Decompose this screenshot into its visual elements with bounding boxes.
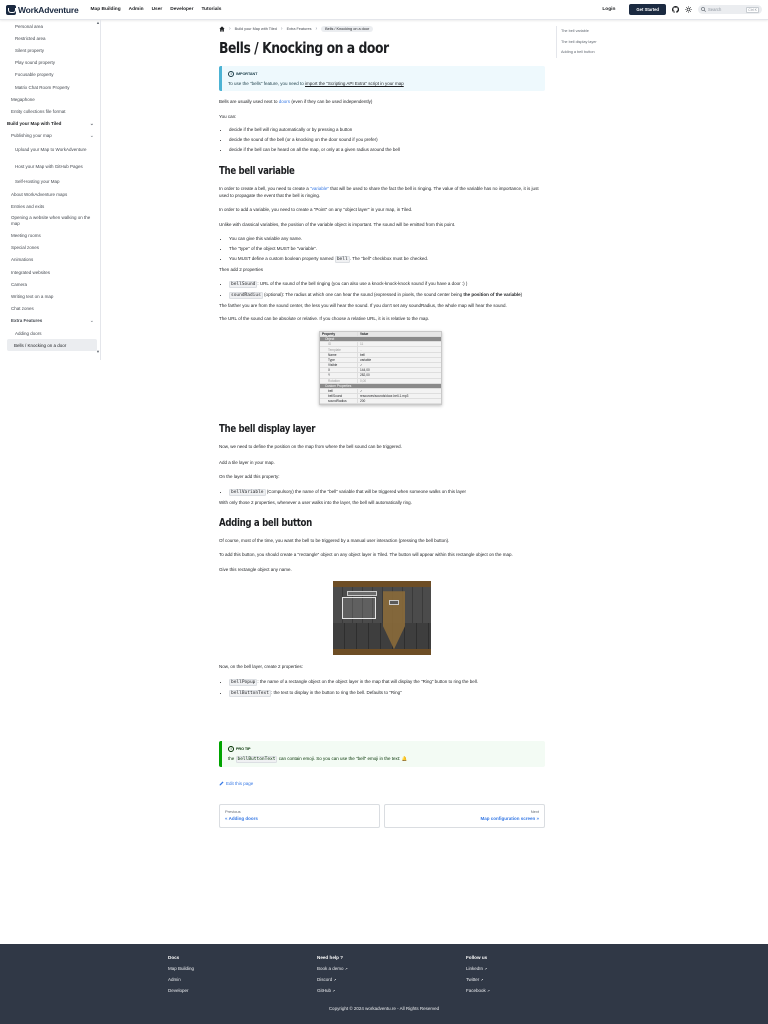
brand-name: WorkAdventure bbox=[18, 4, 79, 15]
list-item: • You MUST define a custom boolean property named bell . The "bell" checkbox must be checked. bbox=[229, 256, 545, 263]
admonition-heading bbox=[228, 746, 538, 752]
footer-link[interactable]: Developer bbox=[168, 987, 189, 993]
sidebar-item-label: Adding doors bbox=[15, 330, 42, 336]
footer-link[interactable]: Facebook ↗ bbox=[466, 987, 491, 993]
nav-link-user[interactable]: User bbox=[151, 7, 163, 12]
sidebar-item-label: Meeting rooms bbox=[11, 233, 41, 239]
pencil-icon bbox=[219, 781, 224, 786]
nav-link-admin[interactable]: Admin bbox=[128, 7, 144, 12]
breadcrumb-current: Bells / Knocking on a door bbox=[321, 26, 373, 32]
table-row: bellSound resources/sounds/door-bell-1.mp3 bbox=[320, 394, 441, 399]
sidebar-item[interactable] bbox=[0, 254, 100, 266]
paragraph: To add this button, you should create a "rectangle" object on any object layer in Tiled. The button will appear within this rectangle object on the map. bbox=[219, 552, 513, 558]
paragraph: Now, we need to define the position on the map from where the bell sound can be triggered. bbox=[219, 444, 402, 450]
intro-paragraph: Bells are usually used next to doors (even if they can be used independently) bbox=[219, 99, 373, 104]
inline-code: bell bbox=[336, 256, 348, 262]
paragraph: Give this rectangle object any name. bbox=[219, 566, 292, 572]
paragraph: The farther you are from the sound center, the less you will hear the sound. If you don't set any soundRadius, the whole map will hear the sound. bbox=[219, 302, 507, 308]
sidebar-item-label: Bells / Knocking on a door bbox=[14, 342, 67, 348]
heading-bell-display-layer: The bell display layer bbox=[219, 423, 316, 436]
breadcrumb-item[interactable]: Extra Features bbox=[286, 27, 312, 31]
sidebar-item-label: Focusable property bbox=[15, 72, 54, 78]
footer-link[interactable]: Twitter ↗ bbox=[466, 976, 484, 982]
properties-list bbox=[219, 281, 545, 299]
breadcrumb-item[interactable]: Build your Map with Tiled bbox=[234, 27, 277, 31]
table-row: Rotation 0,00 bbox=[320, 379, 441, 384]
search-placeholder: Search bbox=[708, 7, 722, 12]
breadcrumb bbox=[219, 24, 545, 34]
pagination-sublabel: Next bbox=[530, 808, 539, 814]
sidebar-item-label: Opening a website when walking on the map bbox=[11, 214, 91, 226]
search-box[interactable] bbox=[698, 5, 762, 14]
sidebar-scroll-down-icon[interactable]: ▼ bbox=[96, 349, 100, 354]
footer-column-title: Docs bbox=[168, 955, 180, 960]
sidebar-item-label: Silent property bbox=[15, 47, 45, 53]
sidebar-item-label: Entries and exits bbox=[11, 203, 45, 209]
footer-column-follow bbox=[466, 955, 490, 998]
admonition-body bbox=[228, 81, 538, 86]
nav-link-tutorials[interactable]: Tutorials bbox=[201, 7, 222, 12]
sidebar-item-label: About WorkAdventure maps bbox=[11, 191, 68, 197]
you-can-text: You can: bbox=[219, 113, 237, 119]
doors-link[interactable]: doors bbox=[278, 99, 291, 104]
display-layer-list bbox=[219, 489, 545, 496]
sidebar-item[interactable] bbox=[0, 142, 100, 159]
footer-link[interactable]: Admin bbox=[168, 976, 181, 982]
sidebar-item[interactable] bbox=[0, 32, 100, 44]
search-icon bbox=[701, 7, 706, 12]
login-link[interactable]: Login bbox=[602, 7, 616, 12]
edit-this-page-link[interactable] bbox=[219, 781, 545, 786]
sidebar-item[interactable] bbox=[0, 327, 100, 339]
chevron-down-icon[interactable]: ⌄ bbox=[89, 132, 94, 139]
footer bbox=[0, 944, 768, 1024]
footer-column-title: Follow us bbox=[466, 955, 488, 960]
sidebar-item[interactable] bbox=[0, 20, 100, 32]
breadcrumb-separator-icon: › bbox=[280, 26, 283, 32]
table-row: soundRadius 200 bbox=[320, 399, 441, 404]
chevron-down-icon[interactable]: ⌄ bbox=[89, 317, 94, 324]
paragraph: Unlike with classical variables, the position of the variable object is important. The sound will be emitted from this point. bbox=[219, 221, 456, 227]
sidebar-item[interactable] bbox=[0, 242, 100, 254]
table-of-contents bbox=[556, 26, 646, 58]
pagination-prev[interactable] bbox=[219, 804, 380, 828]
inline-code: bellVariable bbox=[231, 489, 264, 495]
admonition-label: PRO TIP bbox=[236, 746, 251, 751]
breadcrumb-separator-icon: › bbox=[315, 26, 318, 32]
sidebar-item[interactable] bbox=[7, 339, 97, 351]
table-header: Property Value bbox=[320, 332, 441, 337]
list-item: • bellSound : URL of the sound of the bell ringing (you can also use a knock-knock-knock sound if you have a door :) ) bbox=[229, 281, 545, 288]
pagination-label: Map configuration screen » bbox=[480, 815, 539, 821]
search-shortcut: Ctrl K bbox=[748, 7, 757, 12]
sidebar-item-label: Self-Hosting your Map bbox=[15, 179, 60, 185]
doc-pagination bbox=[219, 804, 545, 828]
sidebar-item[interactable] bbox=[0, 57, 100, 69]
table-row: Name bell bbox=[320, 353, 441, 358]
bell-button-props-list bbox=[219, 679, 545, 697]
sidebar-item-label: Special zones bbox=[11, 245, 40, 251]
paragraph: Of course, most of the time, you want the bell to be triggered by a manual user interaction (pressing the bell button). bbox=[219, 537, 450, 543]
sidebar-item-label: Upload your Map to WorkAdventure bbox=[15, 147, 87, 153]
paragraph: Add a tile layer in your map. bbox=[219, 459, 275, 465]
table-section: Custom Properties bbox=[320, 384, 441, 389]
sidebar-item[interactable] bbox=[0, 69, 100, 81]
bell-button-map-screenshot bbox=[333, 581, 431, 655]
external-link-icon: ↗ bbox=[484, 967, 488, 971]
table-row: Y 282,00 bbox=[320, 373, 441, 378]
paragraph: With only those 2 properties, whenever a user walks into the layer, the bell will automatically ring. bbox=[219, 500, 412, 506]
map-object-label bbox=[347, 591, 377, 596]
inline-code: bellButtonText bbox=[231, 690, 269, 696]
inline-code: bellPopup bbox=[231, 679, 256, 685]
sidebar-item-label: Chat zones bbox=[11, 306, 34, 312]
admonition-text: To use the "bells" feature, you need to bbox=[228, 81, 305, 86]
external-link-icon: ↗ bbox=[332, 988, 336, 993]
list-item: • You can give this variable any name. bbox=[229, 236, 545, 242]
list-item: • soundRadius (optional): The radius at which one can hear the sound (expressed in pixels, the sound center being the position of the variable) bbox=[229, 292, 545, 299]
external-link-icon: ↗ bbox=[344, 967, 348, 971]
heading-bell-variable: The bell variable bbox=[219, 165, 295, 178]
sidebar-item[interactable] bbox=[0, 303, 100, 315]
navbar bbox=[0, 0, 768, 20]
edit-label: Edit this page bbox=[226, 780, 254, 786]
sidebar-item-label: Camera bbox=[11, 281, 28, 287]
map-object-label bbox=[389, 600, 399, 605]
scripting-api-extra-link[interactable]: import the "Scripting API Extra" script in your map bbox=[305, 81, 404, 86]
sidebar-item[interactable] bbox=[0, 176, 100, 188]
external-link-icon: ↗ bbox=[487, 988, 491, 993]
paragraph: In order to create a bell, you need to create a "variable" that will be used to share the fact the bell is ringing. The value of the variable has no importance, it is just used to propagate the event that the bell is ringing. bbox=[219, 186, 539, 198]
inline-code: soundRadius bbox=[231, 292, 261, 298]
tiled-properties-screenshot bbox=[319, 331, 442, 406]
brand-logo[interactable] bbox=[6, 5, 79, 15]
sidebar-item-label: Integrated websites bbox=[11, 269, 51, 275]
sidebar-item[interactable] bbox=[0, 130, 100, 142]
sidebar-scroll-up-icon[interactable]: ▲ bbox=[96, 20, 100, 25]
pagination-sublabel: Previous bbox=[225, 808, 241, 814]
footer-link[interactable]: LinkedIn ↗ bbox=[466, 966, 488, 971]
footer-link[interactable]: Book a demo ↗ bbox=[317, 966, 348, 971]
list-item: • decide the sound of the bell (or a knocking on the door sound if you prefer) bbox=[229, 137, 545, 143]
admonition-body: the bellButtonText can contain emoji. So you can use the "bell" emoji in the text: 🔔 bbox=[228, 755, 408, 762]
admonition-heading bbox=[228, 71, 538, 77]
sidebar-item-label: Extra Features bbox=[11, 318, 43, 324]
map-wall-bottom bbox=[333, 649, 431, 655]
paragraph: Now, on the bell layer, create 2 properties: bbox=[219, 664, 304, 670]
list-item: • bellVariable (Compulsory) the name of the "bell" variable that will be triggered when someone walks on this layer bbox=[229, 489, 545, 496]
info-icon: i bbox=[228, 71, 234, 77]
paragraph: Then add 2 properties bbox=[219, 267, 264, 273]
table-row: bell ✓ bbox=[320, 389, 441, 394]
variable-rules-list bbox=[219, 236, 545, 263]
sidebar-item[interactable] bbox=[0, 266, 100, 278]
footer-column-docs bbox=[168, 955, 194, 998]
bell-emoji: 🔔 bbox=[401, 755, 408, 761]
sidebar-item[interactable] bbox=[0, 81, 100, 93]
article bbox=[219, 24, 545, 828]
map-rectangle-object bbox=[342, 597, 376, 619]
table-row: Visible ✓ bbox=[320, 363, 441, 368]
features-list bbox=[219, 127, 545, 153]
pagination-label: « Adding doors bbox=[225, 815, 258, 821]
sidebar-item[interactable] bbox=[0, 188, 100, 200]
footer-link[interactable]: Discord ↗ bbox=[317, 976, 337, 982]
sidebar-item[interactable] bbox=[0, 278, 100, 290]
sidebar-item[interactable] bbox=[0, 159, 100, 176]
chevron-down-icon[interactable]: ⌄ bbox=[89, 120, 94, 127]
sidebar-item[interactable] bbox=[0, 105, 100, 117]
paragraph: The URL of the sound can be absolute or relative. If you choose a relative URL, it is is relative to the map. bbox=[219, 316, 430, 322]
breadcrumb-separator-icon: › bbox=[229, 26, 231, 32]
sidebar-item-label: Personal area bbox=[15, 23, 44, 29]
list-item: • bellButtonText : the text to display in the button to ring the bell. Defaults to "Ring" bbox=[229, 690, 545, 697]
sidebar-item-label: Restricted area bbox=[15, 35, 46, 41]
sidebar-item-label: Animations bbox=[11, 257, 34, 263]
sidebar-item-label: Host your Map with GitHub Pages bbox=[15, 164, 83, 170]
sidebar-item[interactable] bbox=[0, 200, 100, 212]
sidebar-item[interactable] bbox=[0, 315, 100, 327]
table-row: Type variable bbox=[320, 358, 441, 363]
list-item: • decide if the bell will ring automatically or by pressing a button bbox=[229, 127, 545, 133]
external-link-icon: ↗ bbox=[480, 977, 484, 982]
paragraph: In order to add a variable, you need to create a "Point" on any "object layer" in your map, in Tiled. bbox=[219, 207, 413, 213]
lightbulb-icon: ! bbox=[228, 746, 234, 752]
pagination-next[interactable] bbox=[384, 804, 545, 828]
sidebar-item[interactable] bbox=[0, 290, 100, 302]
theme-toggle-sun-icon[interactable] bbox=[685, 6, 692, 13]
pro-tip-admonition bbox=[219, 741, 545, 767]
external-link-icon: ↗ bbox=[333, 977, 337, 982]
sidebar-item[interactable] bbox=[0, 44, 100, 56]
sidebar-item-label: Entity collections file format bbox=[11, 108, 66, 114]
map-floor-tiles bbox=[333, 623, 431, 649]
nav-link-map-building[interactable]: Map Building bbox=[90, 7, 121, 12]
variable-link[interactable]: "variable" bbox=[310, 186, 330, 192]
inline-code: bellSound bbox=[231, 281, 256, 287]
sidebar-item[interactable] bbox=[0, 118, 100, 130]
heading-adding-bell-button: Adding a bell button bbox=[219, 516, 312, 529]
sidebar-item-label: Megaphone bbox=[11, 96, 35, 102]
sidebar-item-label: Writing text on a map bbox=[11, 293, 54, 299]
paragraph: On the layer add this property: bbox=[219, 474, 280, 480]
get-started-button[interactable]: Get Started bbox=[629, 4, 666, 15]
sidebar-item-label: Build your Map with Tiled bbox=[7, 121, 62, 127]
sidebar-item[interactable] bbox=[0, 212, 100, 229]
github-icon[interactable] bbox=[672, 6, 679, 13]
table-row: X 144,00 bbox=[320, 368, 441, 373]
list-item: • The "type" of the object MUST be "variable". bbox=[229, 246, 545, 252]
toc-item[interactable]: The bell display layer bbox=[561, 39, 597, 44]
footer-column-title: Need help ? bbox=[317, 955, 344, 960]
sidebar-item[interactable] bbox=[0, 93, 100, 105]
copyright: Copyright © 2024 workadventu.re - All Rights Reserved bbox=[328, 1006, 440, 1011]
list-item: • decide if the bell can be heard on all the map, or only at a given radius around the bell bbox=[229, 147, 545, 153]
inline-code: bellButtonText bbox=[237, 756, 276, 762]
workadventure-logo-icon bbox=[6, 5, 16, 15]
sidebar-item-label: Matrix Chat Room Property bbox=[15, 84, 70, 90]
sidebar-item-label: Publishing your map bbox=[11, 133, 52, 139]
docs-sidebar bbox=[0, 20, 101, 360]
table-row: Template .. bbox=[320, 347, 441, 352]
toc-item[interactable]: The bell variable bbox=[561, 29, 589, 34]
footer-link[interactable]: GitHub ↗ bbox=[317, 987, 336, 993]
page-title: Bells / Knocking on a door bbox=[219, 39, 389, 57]
toc-item[interactable]: Adding a bell button bbox=[561, 50, 595, 55]
table-row: ID 11 bbox=[320, 342, 441, 347]
table-section: Object bbox=[320, 337, 441, 342]
home-icon[interactable] bbox=[219, 26, 225, 32]
sidebar-menu bbox=[0, 20, 100, 351]
footer-column-help bbox=[317, 955, 348, 998]
list-item: • bellPopup : the name of a rectangle object on the object layer in the map that will display the "Ring" button to ring the bell. bbox=[229, 679, 545, 686]
sidebar-item-label: Play sound property bbox=[15, 60, 56, 66]
important-admonition bbox=[219, 66, 545, 91]
nav-link-developer[interactable]: Developer bbox=[170, 7, 194, 12]
admonition-label: IMPORTANT bbox=[236, 72, 258, 76]
footer-link[interactable]: Map Building bbox=[168, 966, 195, 971]
sidebar-item[interactable] bbox=[0, 229, 100, 241]
